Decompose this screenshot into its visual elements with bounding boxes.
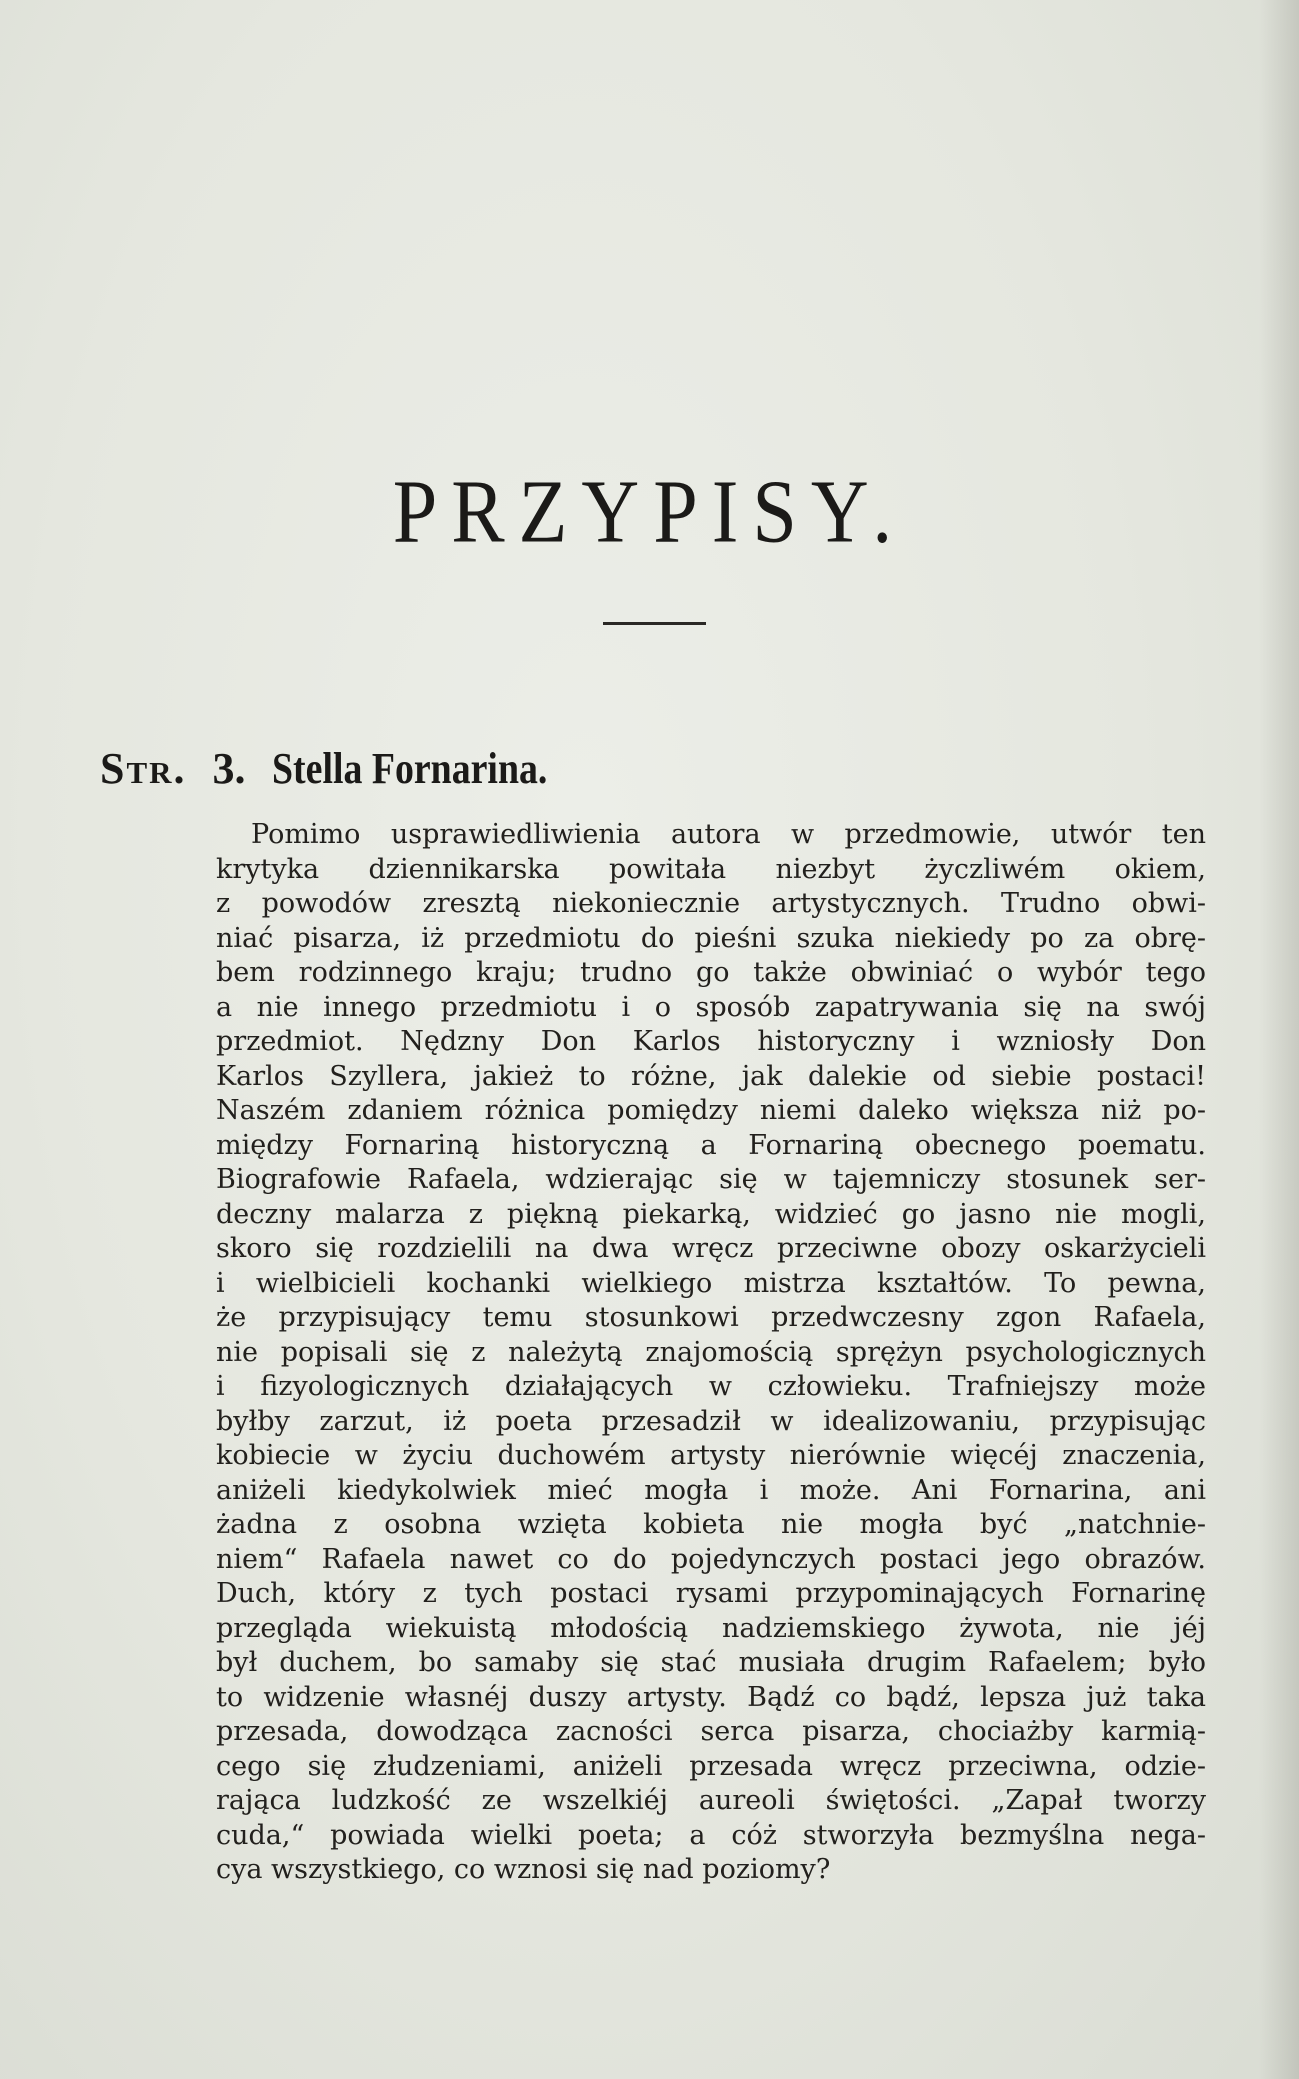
section-page-label: Str.: [100, 744, 187, 793]
text-line: niać pisarza, iż przedmiotu do pieśni szuka niekiedy po za obrę-: [216, 922, 1206, 954]
text-line: cuda,“ powiada wielki poeta; a cóż stworzyła bezmyślna nega-: [216, 1819, 1206, 1851]
text-line: aniżeli kiedykolwiek mieć mogła i może. Ani Fornarina, ani: [216, 1474, 1206, 1506]
text-line: między Fornariną historyczną a Fornariną obecnego poematu.: [216, 1129, 1206, 1161]
text-line: był duchem, bo samaby się stać musiała drugim Rafaelem; było: [216, 1647, 1206, 1678]
text-line: że przypisujący temu stosunkowi przedwczesny zgon Rafaela,: [216, 1302, 1206, 1333]
text-line: i fizyologicznych działających w człowieku. Trafniejszy może: [216, 1371, 1206, 1402]
text-line: bem rodzinnego kraju; trudno go także obwiniać o wybór tego: [216, 957, 1206, 988]
text-line: Pomimo usprawiedliwienia autora w przedmowie, utwór ten: [251, 819, 1206, 850]
text-line: Duch, który z tych postaci rysami przypominających Fornarinę: [216, 1578, 1206, 1609]
text-line: Naszém zdaniem różnica pomiędzy niemi daleko większa niż po-: [216, 1095, 1206, 1126]
text-line: niem“ Rafaela nawet co do pojedynczych postaci jego obrazów.: [216, 1543, 1206, 1575]
text-line: przegląda wiekuistą młodością nadziemskiego żywota, nie jéj: [216, 1612, 1206, 1644]
text-line: przedmiot. Nędzny Don Karlos historyczny i wzniosły Don: [216, 1026, 1206, 1057]
section-heading: [100, 743, 592, 794]
text-line: skoro się rozdzielili na dwa wręcz przeciwne obozy oskarżycieli: [216, 1233, 1206, 1264]
page-title: PRZYPISY.: [392, 463, 907, 562]
text-line: przesada, dowodząca zacności serca pisarza, chociażby karmią-: [216, 1716, 1206, 1747]
text-line: to widzenie własnéj duszy artysty. Bądź co bądź, lepsza już taka: [216, 1681, 1206, 1713]
text-line: żadna z osobna wzięta kobieta nie mogła być „natchnie-: [216, 1509, 1206, 1540]
page-edge-shadow: [1259, 0, 1299, 2079]
text-line: i wielbicieli kochanki wielkiego mistrza kształtów. To pewna,: [216, 1267, 1206, 1299]
text-line: a nie innego przedmiotu i o sposób zapatrywania się na swój: [216, 991, 1206, 1023]
text-line: kobiecie w życiu duchowém artysty nierównie więcéj znaczenia,: [216, 1440, 1206, 1471]
note-body: [216, 818, 1206, 1888]
text-line: rająca ludzkość ze wszelkiéj aureoli świętości. „Zapał tworzy: [216, 1785, 1206, 1816]
text-line: deczny malarza z piękną piekarką, widzieć go jasno nie mogli,: [216, 1198, 1206, 1230]
text-line: cego się złudzeniami, aniżeli przesada wręcz przeciwna, odzie-: [216, 1750, 1206, 1782]
text-line: z powodów zresztą niekoniecznie artystycznych. Trudno obwi-: [216, 888, 1206, 919]
section-title: Stella Fornarina.: [271, 744, 547, 793]
text-line: nie popisali się z należytą znajomością sprężyn psychologicznych: [216, 1336, 1206, 1368]
text-line: byłby zarzut, iż poeta przesadził w idealizowaniu, przypisując: [216, 1405, 1206, 1437]
text-line: krytyka dziennikarska powitała niezbyt życzliwém okiem,: [216, 853, 1206, 885]
text-line: Karlos Szyllera, jakież to różne, jak dalekie od siebie postaci!: [216, 1060, 1206, 1092]
text-line: cya wszystkiego, co wznosi się nad poziomy?: [216, 1854, 831, 1885]
section-page-number: 3.: [212, 744, 246, 793]
title-divider: [603, 622, 706, 625]
text-line: Biografowie Rafaela, wdzierając się w tajemniczy stosunek ser-: [216, 1164, 1206, 1195]
